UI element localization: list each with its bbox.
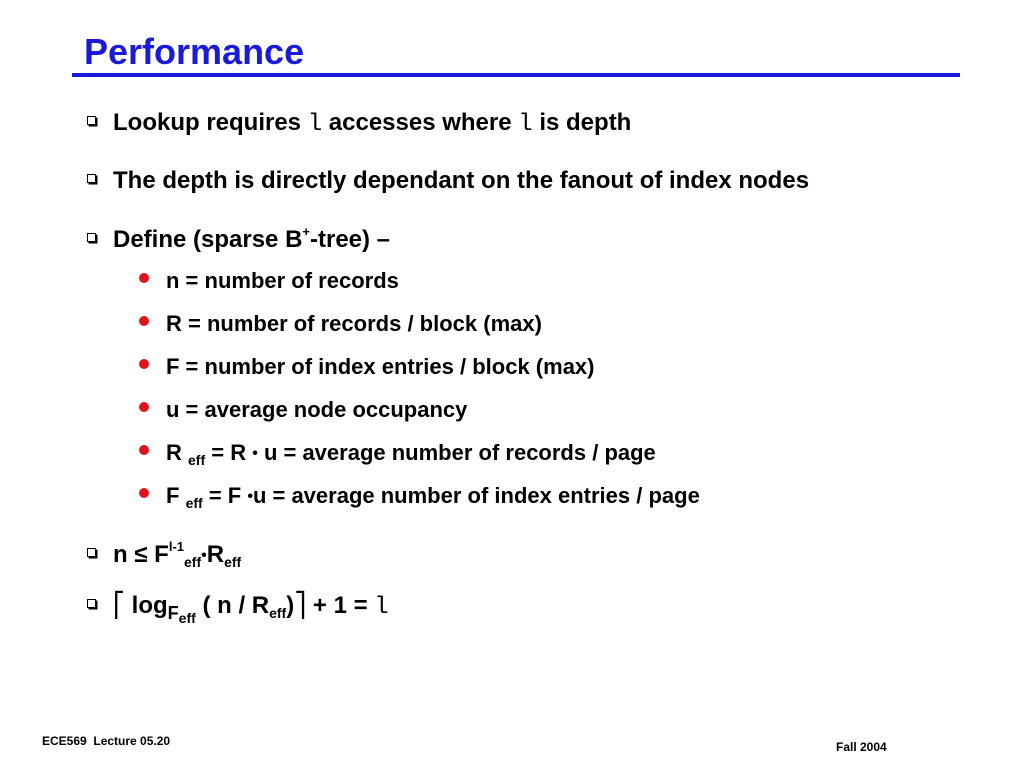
definition-F-eff: [139, 485, 700, 510]
ceiling-close-symbol: ⎤: [294, 592, 307, 619]
definition-text: n = number of records: [166, 268, 399, 293]
formula-bound: [87, 540, 241, 569]
subscript: F: [167, 603, 179, 623]
definition-text: u = average node occupancy: [166, 397, 468, 422]
square-bullet-icon: [87, 174, 96, 183]
definition-text: = R: [205, 440, 253, 465]
slide-title: Performance: [84, 31, 305, 72]
round-bullet-icon: [139, 445, 149, 455]
title-underline: [72, 73, 960, 77]
formula-text: + 1 =: [306, 592, 375, 619]
definition-var: F: [166, 483, 180, 508]
multiply-dot: •: [252, 445, 258, 462]
bullet-text: is depth: [532, 109, 632, 136]
bullet-text: Define (sparse B: [113, 226, 303, 253]
definition-R-eff: [139, 442, 656, 467]
formula-text: log: [125, 592, 168, 619]
subscript: eff: [178, 610, 196, 626]
definition-R: [139, 313, 542, 335]
formula-text: ): [286, 592, 295, 619]
formula-text: ( n / R: [195, 592, 270, 619]
superscript: +: [302, 224, 310, 239]
definition-text: = F: [202, 483, 248, 508]
bullet-lookup: [87, 111, 631, 137]
subscript: eff: [188, 452, 206, 468]
code-l: l: [374, 594, 389, 621]
footer-lecture: ECE569 Lecture 05.20: [42, 734, 171, 748]
multiply-dot: •: [247, 488, 253, 505]
ceiling-open-symbol: ⎡: [113, 592, 125, 619]
code-l: l: [307, 111, 323, 138]
leq-symbol: ≤: [134, 541, 148, 568]
definition-text: R = number of records / block (max): [166, 311, 542, 336]
bullet-text: Lookup requires: [113, 109, 308, 136]
code-l: l: [518, 111, 533, 138]
subscript: eff: [269, 605, 287, 621]
subscript: eff: [185, 495, 203, 511]
definition-text: u = average number of records / page: [257, 440, 656, 465]
bullet-define: [87, 225, 390, 252]
definition-var: R: [166, 440, 182, 465]
round-bullet-icon: [139, 359, 149, 369]
square-bullet-icon: [87, 599, 96, 608]
subscript: eff: [184, 554, 202, 570]
definition-text: F = number of index entries / block (max): [166, 354, 595, 379]
formula-text: R: [206, 541, 225, 568]
definition-n: [139, 270, 399, 292]
round-bullet-icon: [139, 402, 149, 412]
bullet-text: -tree) –: [310, 226, 391, 253]
definition-u: [139, 399, 467, 421]
square-bullet-icon: [87, 548, 96, 557]
round-bullet-icon: [139, 488, 149, 498]
bullet-depth: [87, 169, 809, 193]
square-bullet-icon: [87, 116, 96, 125]
definition-F: [139, 356, 594, 378]
bullet-text: accesses where: [322, 109, 519, 136]
round-bullet-icon: [139, 316, 149, 326]
subscript: eff: [224, 554, 242, 570]
bullet-text: The depth is directly dependant on the fanout of index nodes: [113, 167, 810, 194]
superscript: l-1: [168, 539, 184, 554]
definition-text: u = average number of index entries / page: [252, 483, 700, 508]
formula-text: n: [113, 541, 135, 568]
multiply-dot: •: [201, 547, 207, 564]
formula-text: F: [147, 541, 169, 568]
square-bullet-icon: [87, 233, 96, 242]
footer-term: Fall 2004: [836, 740, 887, 754]
round-bullet-icon: [139, 273, 149, 283]
formula-depth: [87, 594, 389, 625]
